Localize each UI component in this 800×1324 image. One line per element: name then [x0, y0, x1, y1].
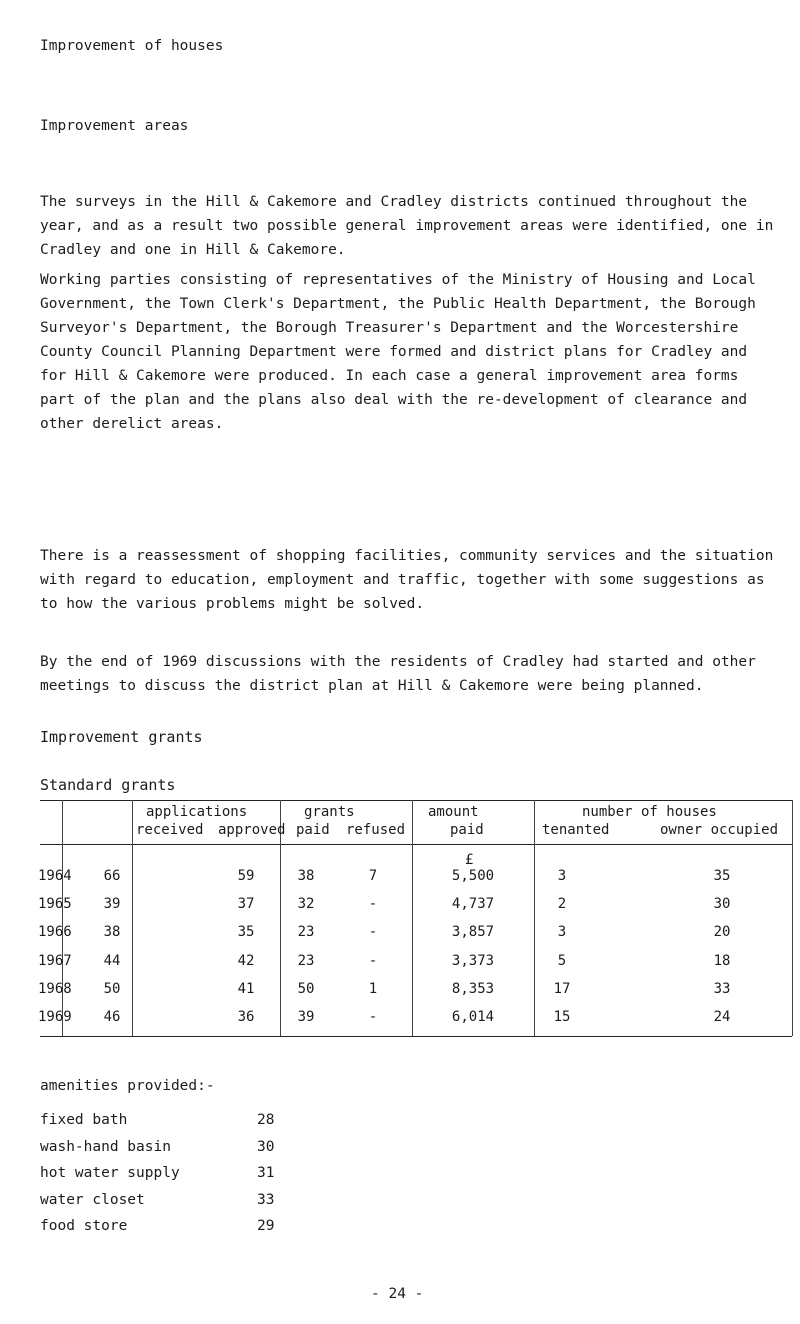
table-title-text: Standard grants: [40, 776, 176, 794]
cell-amount: 8,353: [451, 980, 495, 997]
table-col-rule: [534, 800, 535, 1036]
cell-tenanted: 17: [553, 980, 571, 997]
page-heading: Improvement of houses: [40, 38, 224, 54]
cell-amount: 6,014: [451, 1009, 495, 1025]
cell-owner: 24: [713, 1009, 731, 1025]
amenity-value: 30: [257, 1138, 275, 1155]
cell-tenanted: 3: [557, 868, 567, 884]
cell-year: 1966: [38, 924, 72, 941]
cell-refused: -: [368, 896, 378, 913]
cell-tenanted: 15: [553, 1009, 571, 1025]
cell-approved: 42: [237, 952, 255, 969]
standard-grants-table: [40, 800, 792, 1040]
cell-received: 38: [103, 924, 121, 941]
header-grants: grants: [304, 804, 355, 820]
cell-paid: 32: [297, 896, 315, 913]
cell-owner: 33: [713, 980, 731, 997]
amenities-heading: amenities provided:-: [40, 1078, 215, 1094]
cell-year: 1965: [38, 896, 72, 913]
cell-paid: 23: [297, 924, 315, 941]
grants-heading: Improvement grants: [40, 728, 203, 746]
section-subheading: Improvement areas: [40, 118, 189, 134]
header-paid: paid: [296, 822, 330, 838]
paragraph-2: Working parties consisting of representatives of the Ministry of Housing and Local Government, the Town Clerk's Department, the Public Health Department, the Borough Surveyor's Department, the Borough Treasurer's Department and the Worcestershire County Council Planning Department were formed and district plans for Cradley and for Hill & Cakemore were produced. In each case a general improvement area forms part of the plan and the plans also deal with the re-development of clearance and other derelict areas.: [40, 272, 756, 432]
table-col-rule: [62, 800, 63, 1036]
cell-year: 1968: [38, 980, 72, 997]
cell-year: 1969: [38, 1009, 72, 1025]
cell-received: 66: [103, 868, 121, 884]
cell-refused: -: [368, 952, 378, 969]
cell-refused: 1: [368, 980, 378, 997]
paragraph-3: There is a reassessment of shopping facilities, community services and the situation with regard to education, employment and traffic, together with some suggestions as to how the various problems might be solved.: [40, 548, 774, 612]
cell-owner: 18: [713, 952, 731, 969]
cell-year: 1964: [38, 868, 72, 884]
cell-amount: 5,500: [451, 868, 495, 884]
cell-paid: 39: [297, 1009, 315, 1025]
cell-paid: 38: [297, 868, 315, 884]
cell-amount: 3,373: [451, 952, 495, 969]
amenity-value: 33: [257, 1191, 275, 1208]
amenity-value: 29: [257, 1218, 275, 1234]
cell-paid: 23: [297, 952, 315, 969]
table-header-rule: [40, 844, 792, 845]
header-approved: approved: [218, 822, 286, 838]
cell-tenanted: 2: [557, 896, 567, 913]
table-col-rule: [412, 800, 413, 1036]
paragraph-1: The surveys in the Hill & Cakemore and Cradley districts continued throughout the year, and as a result two possible general improvement areas were identified, one in Cradley and one in Hill & Cakemore.: [40, 194, 774, 258]
cell-refused: -: [368, 1009, 378, 1025]
table-col-rule: [792, 800, 793, 1036]
paragraph-4: By the end of 1969 discussions with the residents of Cradley had started and other meetings to discuss the district plan at Hill & Cakemore were being planned.: [40, 654, 756, 694]
header-owner-occupied: owner occupied: [660, 822, 779, 838]
table-top-rule: [40, 800, 792, 801]
amenity-label: hot water supply: [40, 1165, 180, 1181]
amenity-value: 28: [257, 1112, 275, 1128]
cell-approved: 41: [237, 980, 255, 997]
cell-tenanted: 3: [557, 924, 567, 941]
header-received: received: [136, 822, 204, 838]
cell-received: 50: [103, 980, 121, 997]
cell-owner: 30: [713, 896, 731, 913]
cell-received: 44: [103, 952, 121, 969]
table-col-rule: [132, 800, 133, 1036]
amenity-label: food store: [40, 1218, 128, 1234]
cell-approved: 35: [237, 924, 255, 941]
header-houses: number of houses: [582, 804, 717, 820]
amenity-label: wash-hand basin: [40, 1138, 171, 1155]
table-bottom-rule: [40, 1036, 792, 1037]
cell-approved: 36: [237, 1009, 255, 1025]
page-number: - 24 -: [371, 1286, 424, 1302]
header-tenanted: tenanted: [542, 822, 610, 838]
header-refused: refused: [346, 822, 406, 838]
cell-tenanted: 5: [557, 952, 567, 969]
amenity-label: water closet: [40, 1191, 145, 1208]
cell-approved: 37: [237, 896, 255, 913]
cell-received: 46: [103, 1009, 121, 1025]
amenity-value: 31: [257, 1165, 275, 1181]
header-amount-paid: paid: [450, 822, 484, 838]
cell-owner: 20: [713, 924, 731, 941]
header-applications: applications: [146, 804, 248, 820]
cell-paid: 50: [297, 980, 315, 997]
cell-received: 39: [103, 896, 121, 913]
cell-approved: 59: [237, 868, 255, 884]
cell-owner: 35: [713, 868, 731, 884]
amenity-label: fixed bath: [40, 1112, 128, 1128]
cell-refused: 7: [368, 868, 378, 884]
cell-refused: -: [368, 924, 378, 941]
currency-symbol: £: [465, 852, 474, 868]
cell-amount: 4,737: [451, 896, 495, 913]
cell-year: 1967: [38, 952, 72, 969]
header-amount: amount: [428, 804, 479, 820]
cell-amount: 3,857: [451, 924, 495, 941]
